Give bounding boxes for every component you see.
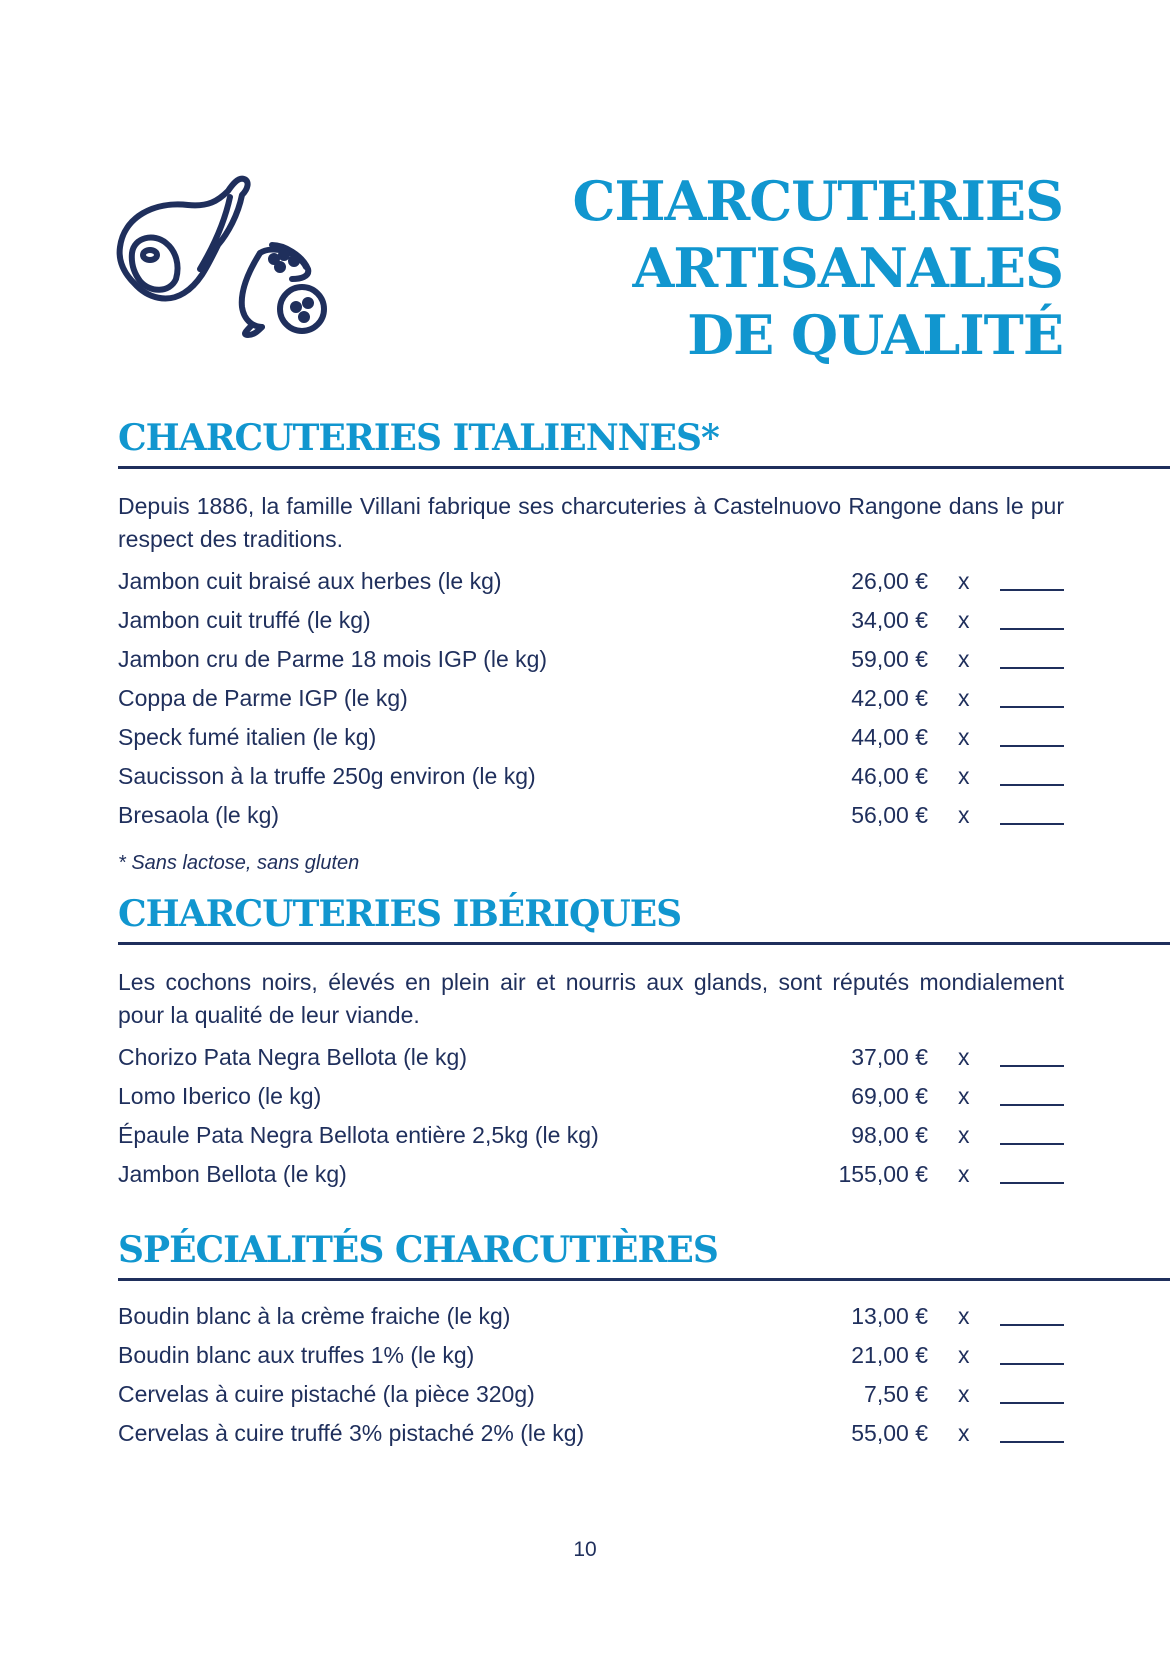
section-description: Depuis 1886, la famille Villani fabrique ses charcuteries à Castelnuovo Rangone dans le pur respect des traditions. — [118, 493, 1064, 552]
section-title: SPÉCIALITÉS CHARCUTIÈRES — [118, 1229, 718, 1271]
list-item — [118, 1375, 1064, 1414]
list-item — [118, 1414, 1064, 1453]
quantity-blank[interactable] — [1000, 1324, 1064, 1326]
item-name: Boudin blanc aux truffes 1% (le kg) — [118, 1342, 475, 1368]
ham-and-sausage-icon — [112, 175, 342, 355]
list-item — [118, 679, 1064, 718]
multiplier: x — [958, 1122, 970, 1148]
item-name: Épaule Pata Negra Bellota entière 2,5kg (le kg) — [118, 1122, 599, 1148]
section-specialities — [118, 1226, 1170, 1453]
item-name: Jambon cru de Parme 18 mois IGP (le kg) — [118, 646, 548, 672]
item-price: 37,00 € — [851, 1044, 928, 1070]
item-name: Cervelas à cuire pistaché (la pièce 320g) — [118, 1381, 535, 1407]
quantity-blank[interactable] — [1000, 1441, 1064, 1443]
price-list — [118, 562, 1064, 835]
list-item — [118, 796, 1064, 835]
multiplier: x — [958, 607, 970, 633]
item-price: 42,00 € — [851, 685, 928, 711]
quantity-blank[interactable] — [1000, 706, 1064, 708]
list-item — [118, 601, 1064, 640]
item-price: 69,00 € — [851, 1083, 928, 1109]
item-price: 56,00 € — [851, 802, 928, 828]
section-divider — [118, 942, 1170, 945]
item-name: Lomo Iberico (le kg) — [118, 1083, 322, 1109]
quantity-blank[interactable] — [1000, 745, 1064, 747]
section-divider — [118, 466, 1170, 469]
item-price: 55,00 € — [851, 1420, 928, 1446]
multiplier: x — [958, 1342, 970, 1368]
item-name: Coppa de Parme IGP (le kg) — [118, 685, 408, 711]
item-name: Jambon Bellota (le kg) — [118, 1161, 347, 1187]
section-italian — [118, 414, 1170, 877]
item-name: Cervelas à cuire truffé 3% pistaché 2% (le kg) — [118, 1420, 585, 1446]
quantity-blank[interactable] — [1000, 784, 1064, 786]
title-line-1: CHARCUTERIES — [572, 169, 1063, 233]
quantity-blank[interactable] — [1000, 628, 1064, 630]
multiplier: x — [958, 763, 970, 789]
section-divider — [118, 1278, 1170, 1281]
multiplier: x — [958, 802, 970, 828]
title-line-2: ARTISANALES — [632, 236, 1063, 300]
multiplier: x — [958, 1044, 970, 1070]
multiplier: x — [958, 1083, 970, 1109]
list-item — [118, 1155, 1064, 1194]
multiplier: x — [958, 1420, 970, 1446]
item-price: 7,50 € — [864, 1381, 928, 1407]
list-item — [118, 1336, 1064, 1375]
list-item — [118, 1116, 1064, 1155]
quantity-blank[interactable] — [1000, 1104, 1064, 1106]
section-title: CHARCUTERIES IBÉRIQUES — [118, 893, 682, 935]
section-title: CHARCUTERIES ITALIENNES* — [118, 417, 719, 459]
quantity-blank[interactable] — [1000, 1065, 1064, 1067]
page-number: 10 — [573, 1538, 597, 1561]
item-name: Jambon cuit braisé aux herbes (le kg) — [118, 568, 502, 594]
item-name: Chorizo Pata Negra Bellota (le kg) — [118, 1044, 467, 1070]
multiplier: x — [958, 646, 970, 672]
multiplier: x — [958, 685, 970, 711]
item-name: Saucisson à la truffe 250g environ (le kg) — [118, 763, 536, 789]
item-price: 34,00 € — [851, 607, 928, 633]
item-price: 46,00 € — [851, 763, 928, 789]
title-line-3: DE QUALITÉ — [687, 303, 1063, 367]
item-price: 59,00 € — [851, 646, 928, 672]
quantity-blank[interactable] — [1000, 1402, 1064, 1404]
page-title — [573, 168, 1063, 369]
price-list — [118, 1038, 1064, 1194]
list-item — [118, 718, 1064, 757]
item-price: 155,00 € — [838, 1161, 928, 1187]
item-name: Bresaola (le kg) — [118, 802, 280, 828]
quantity-blank[interactable] — [1000, 589, 1064, 591]
quantity-blank[interactable] — [1000, 667, 1064, 669]
list-item — [118, 1297, 1064, 1336]
list-item — [118, 640, 1064, 679]
section-description: Les cochons noirs, élevés en plein air et nourris aux glands, sont réputés mondialement pour la qualité de leur viande. — [118, 969, 1064, 1028]
multiplier: x — [958, 1303, 970, 1329]
list-item — [118, 1038, 1064, 1077]
multiplier: x — [958, 724, 970, 750]
footnote: * Sans lactose, sans gluten — [118, 852, 360, 874]
item-name: Jambon cuit truffé (le kg) — [118, 607, 371, 633]
item-name: Speck fumé italien (le kg) — [118, 724, 377, 750]
multiplier: x — [958, 1381, 970, 1407]
multiplier: x — [958, 568, 970, 594]
section-iberian — [118, 890, 1170, 1194]
item-name: Boudin blanc à la crème fraiche (le kg) — [118, 1303, 511, 1329]
item-price: 21,00 € — [851, 1342, 928, 1368]
quantity-blank[interactable] — [1000, 1143, 1064, 1145]
price-list — [118, 1297, 1064, 1453]
quantity-blank[interactable] — [1000, 823, 1064, 825]
quantity-blank[interactable] — [1000, 1182, 1064, 1184]
quantity-blank[interactable] — [1000, 1363, 1064, 1365]
item-price: 98,00 € — [851, 1122, 928, 1148]
item-price: 13,00 € — [851, 1303, 928, 1329]
multiplier: x — [958, 1161, 970, 1187]
item-price: 26,00 € — [851, 568, 928, 594]
list-item — [118, 757, 1064, 796]
list-item — [118, 562, 1064, 601]
list-item — [118, 1077, 1064, 1116]
item-price: 44,00 € — [851, 724, 928, 750]
